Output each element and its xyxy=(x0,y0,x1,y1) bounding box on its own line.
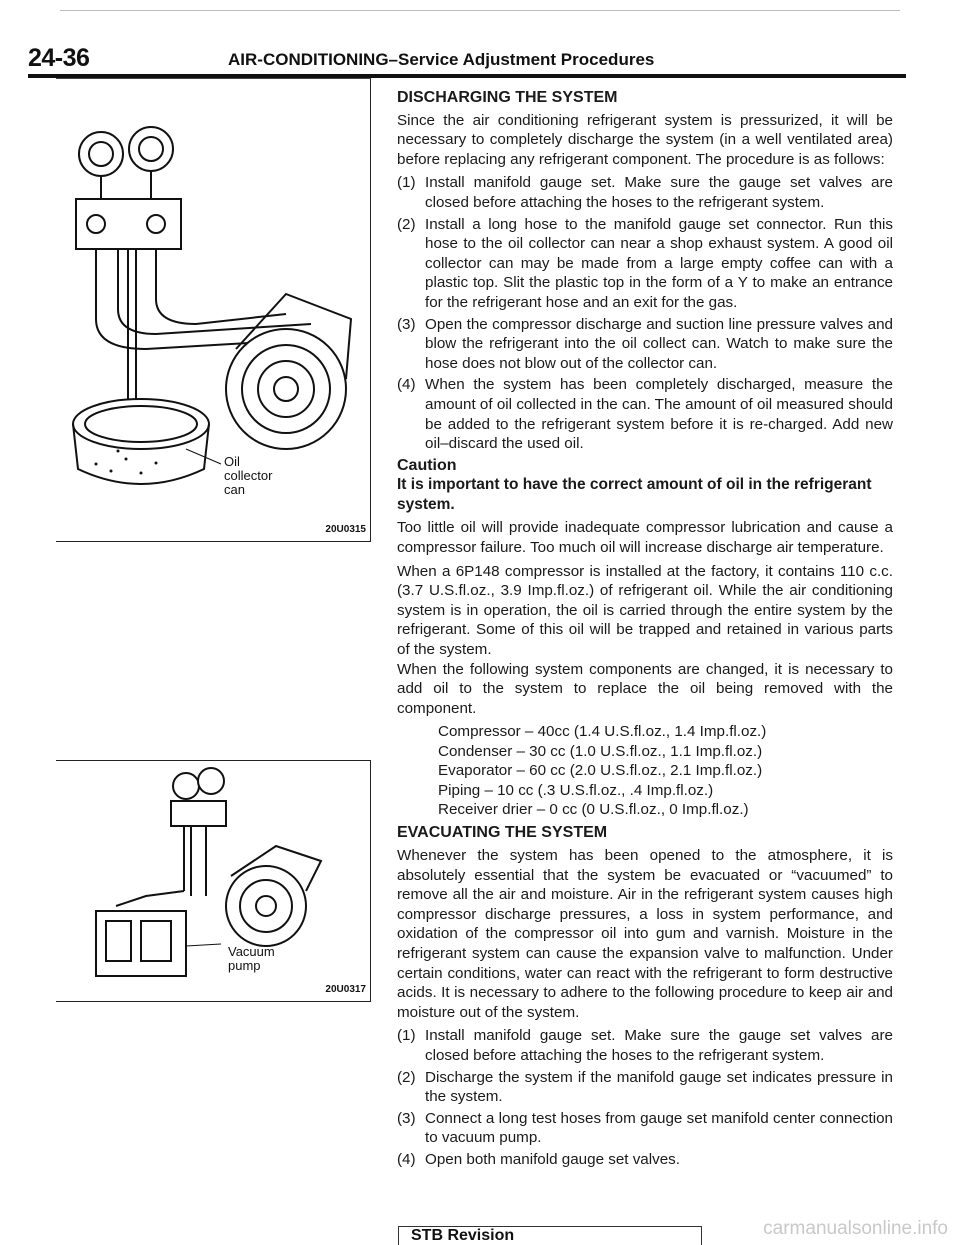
list-item: Evaporator – 60 cc (2.0 U.S.fl.oz., 2.1 Imp.fl.oz.) xyxy=(438,762,763,780)
oil-paragraph-1: Too little oil will provide inadequate compressor lubrication and cause a compressor failure. Too much oil will increase discharge air temperature. xyxy=(397,519,893,557)
caution-heading: Caution xyxy=(397,456,457,474)
page-header xyxy=(28,40,908,76)
step-text: Connect a long test hoses from gauge set manifold center connection to vacuum pump. xyxy=(425,1109,893,1147)
oil-paragraph-2: When a 6P148 compressor is installed at the factory, it contains 110 c.c. (3.7 U.S.fl.oz., 3.9 Imp.fl.oz.) of refrigerant oil. While the air conditioning system is in operation, the oil is carried through the entire system by the refrigerant. Some of this oil will be trapped and retained in various parts of the system. xyxy=(397,562,893,659)
watermark: carmanualsonline.info xyxy=(763,1218,948,1239)
vacuum-pump-illustration xyxy=(56,761,370,1001)
step-number: (2) xyxy=(397,215,416,233)
oil-collector-illustration xyxy=(56,79,370,541)
discharge-step xyxy=(397,173,893,212)
evacuate-step xyxy=(397,1150,893,1170)
evacuate-step xyxy=(397,1068,893,1107)
label-line: can xyxy=(224,482,245,497)
evacuating-heading: EVACUATING THE SYSTEM xyxy=(397,824,608,842)
text-column xyxy=(397,88,893,1172)
step-text: Discharge the system if the manifold gauge set indicates pressure in the system. xyxy=(425,1068,893,1106)
oil-paragraph-3: When the following system components are changed, it is necessary to add oil to the system to replace the oil being removed with the component. xyxy=(397,660,893,717)
label-line: Vacuum xyxy=(228,944,275,959)
caution-text: It is important to have the correct amount of oil in the refrigerant system. xyxy=(397,476,872,513)
revision-footer: STB Revision xyxy=(398,1226,702,1245)
evacuate-step xyxy=(397,1109,893,1148)
step-number: (1) xyxy=(397,174,416,192)
step-number: (3) xyxy=(397,315,416,333)
figure-vacuum-pump xyxy=(56,760,371,1002)
list-item: Receiver drier – 0 cc (0 U.S.fl.oz., 0 Imp.fl.oz.) xyxy=(438,801,749,819)
figure-code: 20U0317 xyxy=(325,984,366,995)
evacuating-intro: Whenever the system has been opened to the atmosphere, it is absolutely essential that the system be evacuated or “vacuumed” to remove all the air and moisture. Air in the refrigerant system causes high compressor discharge pressures, a loss in system performance, and oxidation of the compressor oil into gum and varnish. Moisture in the refrigerant system can cause the expansion valve to malfunction. Under certain conditions, water can react with the refrigerant to form destructive acids. It is necessary to adhere to the following procedure to keep air and moisture out of the system. xyxy=(397,847,893,1021)
step-number: (4) xyxy=(397,376,416,394)
top-rule xyxy=(60,10,900,11)
discharge-step xyxy=(397,375,893,453)
vacuum-pump-label xyxy=(228,945,275,973)
discharging-intro: Since the air conditioning refrigerant system is pressurized, it will be necessary to completely discharge the system (in a well ventilated area) before replacing any refrigerant component. The procedure is as follows: xyxy=(397,111,893,168)
discharge-step xyxy=(397,315,893,374)
oil-collector-label xyxy=(224,455,272,497)
evacuate-step xyxy=(397,1026,893,1065)
step-number: (2) xyxy=(397,1068,416,1086)
step-number: (1) xyxy=(397,1027,416,1045)
step-text: Install manifold gauge set. Make sure the gauge set valves are closed before attaching the hoses to the refrigerant system. xyxy=(425,1027,893,1064)
figure-oil-collector xyxy=(56,78,371,542)
step-text: Open the compressor discharge and suction line pressure valves and blow the refrigerant into the oil collect can. Watch to make sure the hose does not blow out of the collector can. xyxy=(425,315,893,372)
discharge-step xyxy=(397,215,893,313)
page-number: 24-36 xyxy=(28,44,90,72)
step-text: Open both manifold gauge set valves. xyxy=(425,1150,680,1168)
step-number: (3) xyxy=(397,1109,416,1127)
component-oil-list xyxy=(397,722,893,819)
discharging-heading: DISCHARGING THE SYSTEM xyxy=(397,89,618,106)
step-text: When the system has been completely discharged, measure the amount of oil collected in the can. The amount of oil measured should be added to the refrigerant system before it is re-charged. Add new oil–discard the used oil. xyxy=(425,376,893,453)
step-text: Install manifold gauge set. Make sure the gauge set valves are closed before attaching the hoses to the refrigerant system. xyxy=(425,174,893,211)
label-line: collector xyxy=(224,468,273,483)
figure-code: 20U0315 xyxy=(325,524,366,535)
label-line: pump xyxy=(228,958,261,973)
list-item: Condenser – 30 cc (1.0 U.S.fl.oz., 1.1 Imp.fl.oz.) xyxy=(438,742,763,760)
step-number: (4) xyxy=(397,1150,416,1168)
label-line: Oil xyxy=(224,454,240,469)
section-title: AIR-CONDITIONING–Service Adjustment Procedures xyxy=(228,50,655,69)
list-item: Piping – 10 cc (.3 U.S.fl.oz., .4 Imp.fl.oz.) xyxy=(438,781,714,799)
step-text: Install a long hose to the manifold gauge set connector. Run this hose to the oil collector can near a shop exhaust system. A good oil collector can may be made from a large empty coffee can with a plastic top. Slit the plastic top in the form of a Y to make an entrance for the refrigerant hose and an exit for the gas. xyxy=(425,215,893,311)
list-item: Compressor – 40cc (1.4 U.S.fl.oz., 1.4 Imp.fl.oz.) xyxy=(438,723,767,741)
